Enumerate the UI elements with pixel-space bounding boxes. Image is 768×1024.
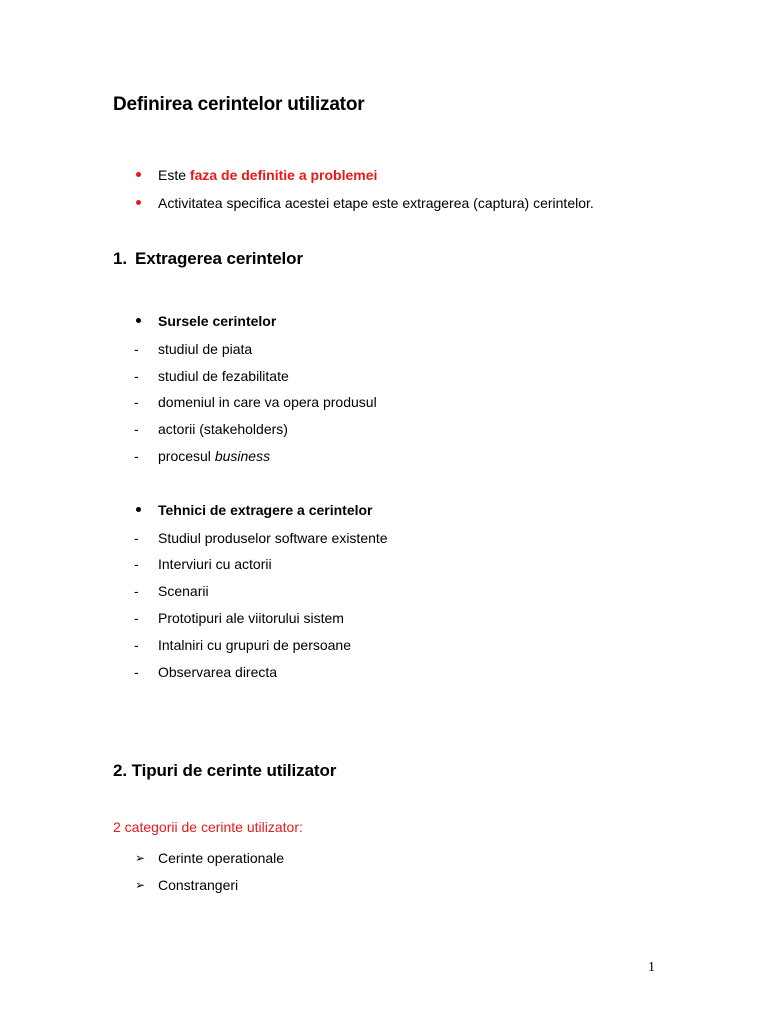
list-item: domeniul in care va opera produsul xyxy=(158,394,377,410)
techniques-heading: Tehnici de extragere a cerintelor xyxy=(158,502,373,518)
list-item: Constrangeri xyxy=(158,877,239,893)
page-title: Definirea cerintelor utilizator xyxy=(113,94,365,115)
bullet-dot-red xyxy=(136,172,141,177)
dash-marker: - xyxy=(134,530,139,546)
page-number: 1 xyxy=(648,960,655,975)
intro-item-1 xyxy=(158,166,377,184)
section-1-number: 1. xyxy=(113,249,127,268)
bullet-dot-red xyxy=(136,200,141,205)
section-2-subheading: 2 categorii de cerinte utilizator: xyxy=(113,819,303,835)
arrow-bullet-icon: ➢ xyxy=(135,878,146,892)
dash-marker: - xyxy=(134,368,139,384)
list-item: Intalniri cu grupuri de persoane xyxy=(158,637,352,653)
sources-heading: Sursele cerintelor xyxy=(158,313,277,329)
list-item: Cerinte operationale xyxy=(158,850,285,866)
arrow-bullet-icon: ➢ xyxy=(135,851,146,865)
dash-marker: - xyxy=(134,394,139,410)
list-item-prefix: procesul xyxy=(158,448,215,464)
list-item: Observarea directa xyxy=(158,664,278,680)
dash-marker: - xyxy=(134,583,139,599)
list-item: studiul de fezabilitate xyxy=(158,368,289,384)
dash-marker: - xyxy=(134,421,139,437)
list-item-italic: business xyxy=(214,448,271,464)
list-item: Prototipuri ale viitorului sistem xyxy=(158,610,344,626)
list-item: studiul de piata xyxy=(158,341,253,357)
list-item: Studiul produselor software existente xyxy=(158,530,388,546)
dash-marker: - xyxy=(134,637,139,653)
section-1-heading xyxy=(113,249,303,269)
dash-marker: - xyxy=(134,448,139,464)
list-item xyxy=(158,447,270,465)
list-item: Scenarii xyxy=(158,583,209,599)
intro-item-1-prefix: Este xyxy=(158,167,190,183)
section-2-heading: 2. Tipuri de cerinte utilizator xyxy=(113,761,337,780)
bullet-dot xyxy=(136,507,141,512)
list-item: Interviuri cu actorii xyxy=(158,556,272,572)
bullet-dot xyxy=(136,318,141,323)
dash-marker: - xyxy=(134,664,139,680)
intro-item-2: Activitatea specifica acestei etape este extragerea (captura) cerintelor. xyxy=(158,195,594,211)
intro-item-1-emphasis: faza de definitie a problemei xyxy=(189,167,378,183)
section-1-title: Extragerea cerintelor xyxy=(134,249,303,268)
dash-marker: - xyxy=(134,610,139,626)
list-item: actorii (stakeholders) xyxy=(158,421,288,437)
dash-marker: - xyxy=(134,556,139,572)
dash-marker: - xyxy=(134,341,139,357)
